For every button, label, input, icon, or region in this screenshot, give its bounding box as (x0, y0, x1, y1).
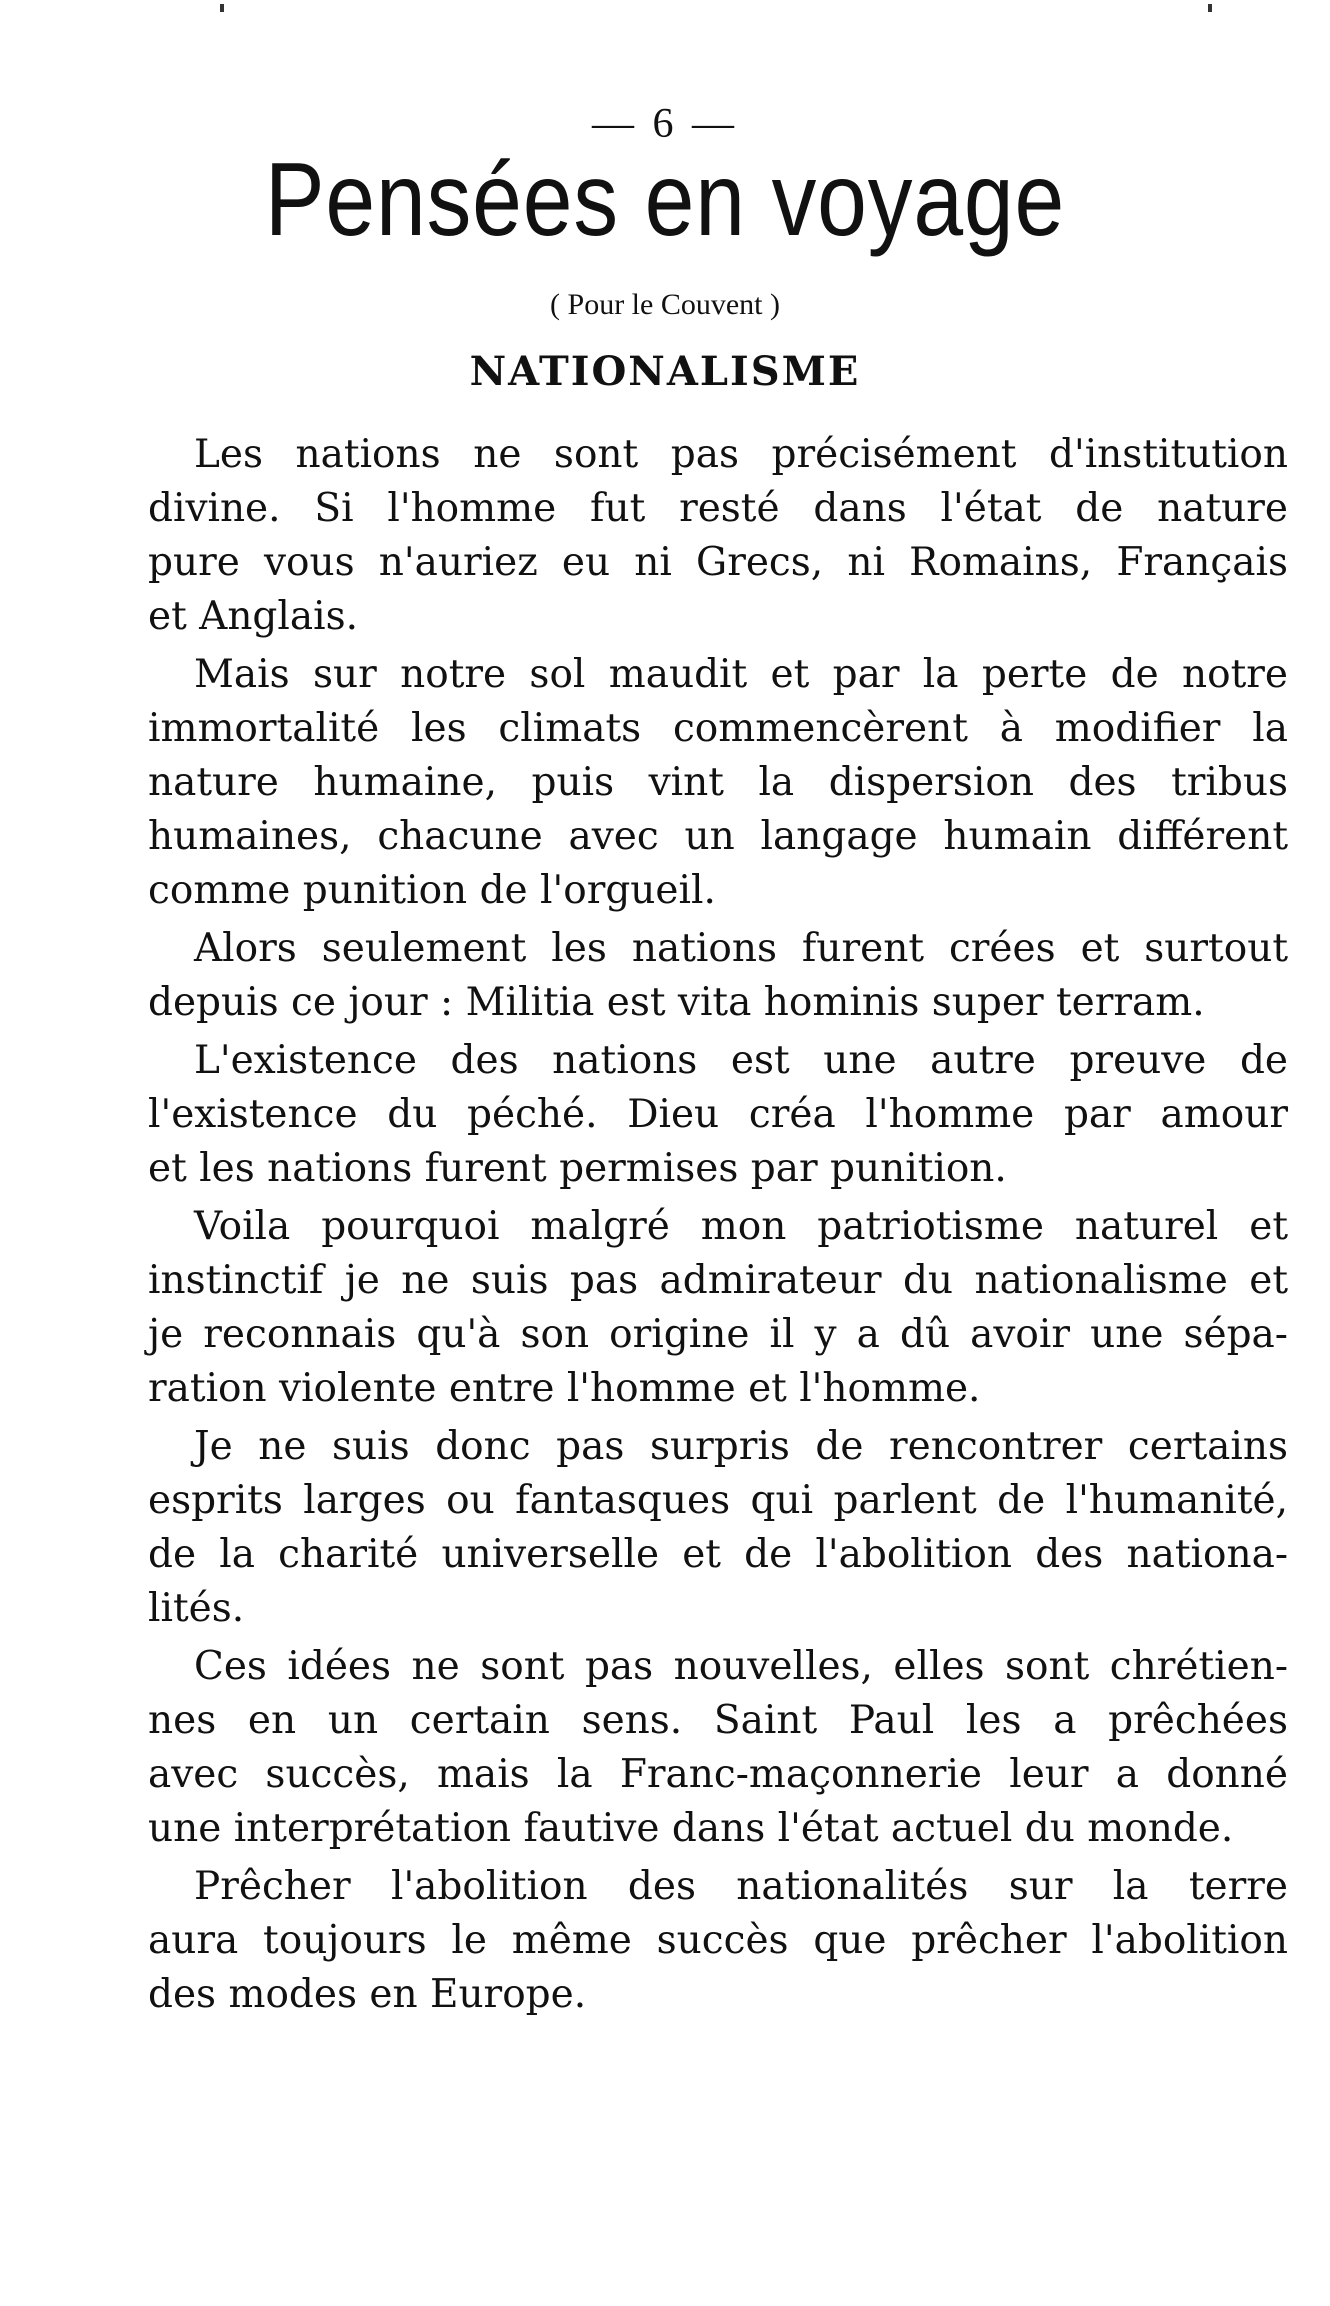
text-line: depuis ce jour : Militia est vita hominis super terram. (148, 980, 1205, 1025)
text-line: je reconnais qu'à son origine il y a dû avoir une sépa- (148, 1312, 1288, 1357)
text-line: Prêcher l'abolition des nationalités sur la terre (194, 1864, 1288, 1909)
text-line: esprits larges ou fantasques qui parlent de l'humanité, (148, 1478, 1288, 1523)
text-line: Alors seulement les nations furent crées et surtout (194, 926, 1288, 971)
text-line: comme punition de l'orgueil. (148, 868, 716, 913)
text-line: L'existence des nations est une autre preuve de (194, 1038, 1288, 1083)
page-title: Pensées en voyage (264, 142, 1066, 258)
text-line: lités. (148, 1586, 245, 1631)
text-line: nes en un certain sens. Saint Paul les a prêchées (148, 1698, 1288, 1743)
text-line: l'existence du péché. Dieu créa l'homme par amour (148, 1092, 1288, 1137)
print-speck (220, 4, 224, 12)
text-line: avec succès, mais la Franc-maçonnerie leur a donné (148, 1752, 1288, 1797)
page-number: — 6 — (592, 101, 738, 147)
text-line: Voila pourquoi malgré mon patriotisme naturel et (194, 1204, 1288, 1249)
text-line: Mais sur notre sol maudit et par la perte de notre (194, 652, 1288, 697)
subtitle: ( Pour le Couvent ) (550, 288, 780, 321)
text-line: Les nations ne sont pas précisément d'institution (194, 432, 1288, 477)
text-line: instinctif je ne suis pas admirateur du nationalisme et (148, 1258, 1288, 1303)
text-line: Je ne suis donc pas surpris de rencontrer certains (194, 1424, 1288, 1469)
text-line: et Anglais. (148, 594, 359, 639)
text-line: une interprétation fautive dans l'état actuel du monde. (148, 1806, 1234, 1851)
text-line: humaines, chacune avec un langage humain différent (148, 814, 1288, 859)
text-line: nature humaine, puis vint la dispersion des tribus (148, 760, 1288, 805)
text-line: des modes en Europe. (148, 1972, 587, 2017)
text-line: aura toujours le même succès que prêcher l'abolition (148, 1918, 1288, 1963)
text-line: immortalité les climats commencèrent à modifier la (148, 706, 1288, 751)
body-text (148, 428, 1288, 2022)
text-line: divine. Si l'homme fut resté dans l'état de nature (148, 486, 1288, 531)
text-line: ration violente entre l'homme et l'homme. (148, 1366, 981, 1411)
text-line: et les nations furent permises par punition. (148, 1146, 1007, 1191)
text-line: de la charité universelle et de l'abolition des nationa- (148, 1532, 1288, 1577)
text-line: pure vous n'auriez eu ni Grecs, ni Romains, Français (148, 540, 1288, 585)
text-line: Ces idées ne sont pas nouvelles, elles sont chrétien- (194, 1644, 1288, 1689)
section-heading: NATIONALISME (469, 348, 861, 395)
print-speck (1208, 4, 1212, 12)
